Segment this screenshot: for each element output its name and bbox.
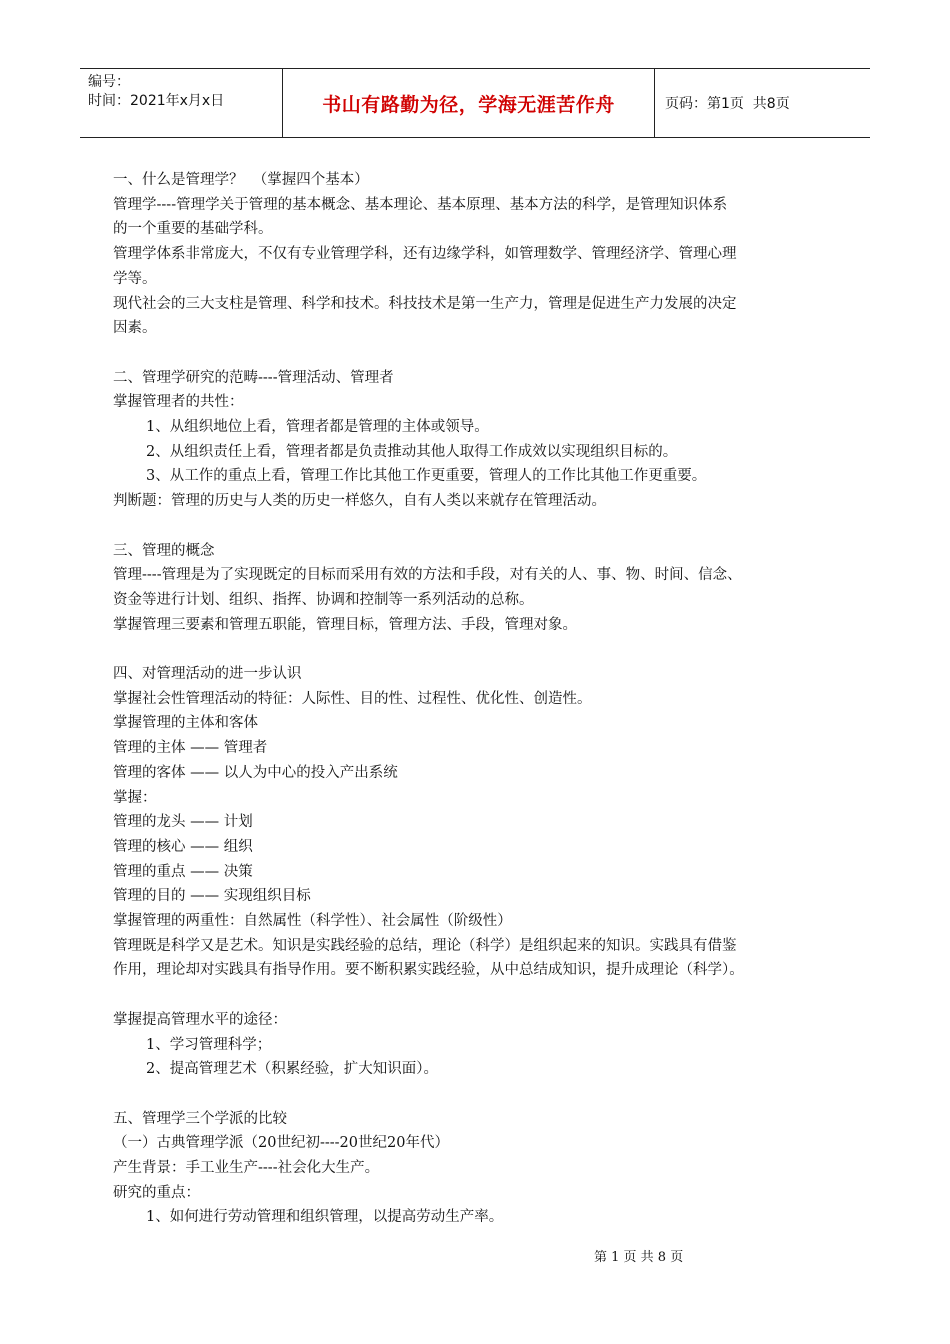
blank-line (113, 341, 853, 366)
paragraph-line: 管理学体系非常庞大，不仅有专业管理学科，还有边缘学科，如管理数学、管理经济学、管理心理 (113, 246, 737, 263)
paragraph-line: 掌握社会性管理活动的特征：人际性、目的性、过程性、优化性、创造性。 (113, 690, 592, 707)
paragraph-line: 管理的客体 —— 以人为中心的投入产出系统 (113, 764, 398, 781)
paragraph-line: 研究的重点： (113, 1184, 200, 1201)
paragraph-line: 的一个重要的基础学科。 (113, 221, 273, 238)
header-page-cell (655, 69, 870, 137)
header-meta (80, 69, 283, 137)
list-item: 2、提高管理艺术（积累经验，扩大知识面）。 (146, 1061, 438, 1078)
page-footer: 第 1 页 共 8 页 (594, 1250, 684, 1265)
paragraph-line: 掌握管理的主体和客体 (113, 715, 258, 732)
section-heading: 二、管理学研究的范畴----管理活动、管理者 (113, 369, 394, 386)
paragraph-line: 掌握管理者的共性： (113, 394, 244, 411)
paragraph-line: 管理既是科学又是艺术。知识是实践经验的总结，理论（科学）是组织起来的知识。实践具有借鉴 (113, 937, 737, 954)
paragraph-line: 判断题：管理的历史与人类的历史一样悠久，自有人类以来就存在管理活动。 (113, 493, 606, 510)
date-label: 时间：2021年x月x日 (88, 93, 225, 109)
paragraph-line: 管理----管理是为了实现既定的目标而采用有效的方法和手段，对有关的人、事、物、时间、信念、 (113, 567, 742, 584)
blank-line (113, 514, 853, 539)
paragraph-line: 管理的龙头 —— 计划 (113, 814, 253, 831)
list-item: 1、学习管理科学； (146, 1036, 272, 1053)
section-heading: 四、对管理活动的进一步认识 (113, 666, 302, 683)
paragraph-line: 资金等进行计划、组织、指挥、协调和控制等一系列活动的总称。 (113, 591, 534, 608)
section-heading: 五、管理学三个学派的比较 (113, 1110, 287, 1127)
paragraph-line: 管理学----管理学关于管理的基本概念、基本理论、基本原理、基本方法的科学，是管理知识体系 (113, 196, 728, 213)
paragraph-line: 管理的目的 —— 实现组织目标 (113, 888, 311, 905)
paragraph-line: 掌握： (113, 789, 157, 806)
paragraph-line: 管理的主体 —— 管理者 (113, 740, 268, 757)
section-heading: 一、什么是管理学？ （掌握四个基本） (113, 172, 369, 188)
page-info: 页码：第1页 共8页 (665, 96, 790, 112)
paragraph-line: 掌握管理的两重性：自然属性（科学性）、社会属性（阶级性） (113, 913, 512, 930)
paragraph-line: 掌握提高管理水平的途径： (113, 1011, 287, 1028)
paragraph-line: 掌握管理三要素和管理五职能，管理目标，管理方法、手段，管理对象。 (113, 616, 577, 633)
number-label: 编号： (88, 74, 130, 90)
paragraph-line: 产生背景：手工业生产----社会化大生产。 (113, 1160, 380, 1177)
paragraph-line: 管理的重点 —— 决策 (113, 863, 253, 880)
list-item: 1、如何进行劳动管理和组织管理，以提高劳动生产率。 (146, 1209, 504, 1226)
list-item: 2、从组织责任上看，管理者都是负责推动其他人取得工作成效以实现组织目标的。 (146, 443, 678, 460)
blank-line (113, 637, 853, 662)
motto-text: 书山有路勤为径，学海无涯苦作舟 (322, 93, 615, 116)
blank-line (113, 1082, 853, 1107)
document-body (113, 168, 853, 1230)
document-header (80, 68, 870, 138)
paragraph-line: 管理的核心 —— 组织 (113, 838, 253, 855)
paragraph-line: 作用，理论却对实践具有指导作用。要不断积累实践经验，从中总结成知识，提升成理论（科学）。 (113, 962, 744, 979)
list-item: 1、从组织地位上看，管理者都是管理的主体或领导。 (146, 419, 489, 436)
section-heading: 三、管理的概念 (113, 542, 215, 559)
header-motto-cell (283, 69, 655, 137)
paragraph-line: 现代社会的三大支柱是管理、科学和技术。科技技术是第一生产力，管理是促进生产力发展的决定 (113, 295, 737, 312)
paragraph-line: 学等。 (113, 270, 157, 287)
blank-line (113, 983, 853, 1008)
list-item: 3、从工作的重点上看，管理工作比其他工作更重要，管理人的工作比其他工作更重要。 (146, 468, 707, 485)
paragraph-line: （一）古典管理学派（20世纪初----20世纪20年代） (113, 1135, 449, 1152)
paragraph-line: 因素。 (113, 320, 157, 337)
